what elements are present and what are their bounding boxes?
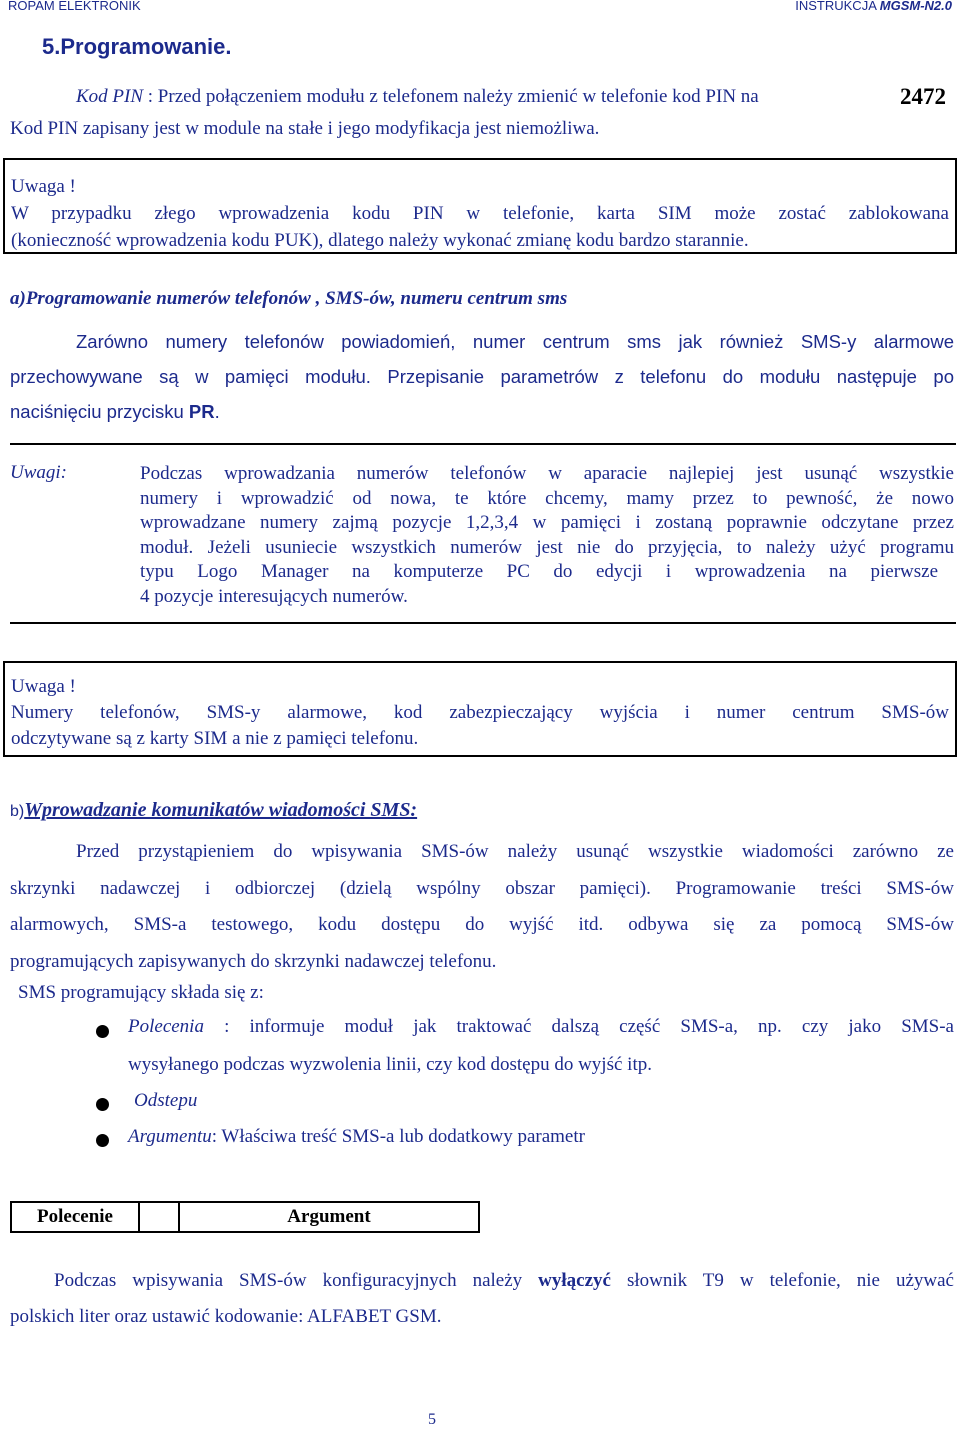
- notes-line-4: moduł. Jeżeli usuniecie wszystkich numerów jest nie do przyjęcia, to należy użyć programu: [140, 536, 954, 558]
- section-b-line3: alarmowych, SMS-a testowego, kodu dostępu do wyjść itd. odbywa się za pomocą SMS-ów: [10, 914, 954, 935]
- notes-body: [140, 462, 954, 609]
- bullet-text-1: : informuje moduł jak traktować dalszą część SMS-a, np. czy jako SMS-a: [203, 1016, 954, 1037]
- section-a-line2: przechowywane są w pamięci modułu. Przepisanie parametrów z telefonu do modułu następuje po: [10, 366, 954, 387]
- warning-2-line2: odczytywane są z karty SIM a nie z pamięci telefonu.: [11, 728, 419, 749]
- warning-2-line1: Numery telefonów, SMS-y alarmowe, kod zabezpieczający wyjścia i numer centrum SMS-ów: [11, 702, 949, 723]
- table-cell-polecenie: Polecenie: [11, 1202, 139, 1232]
- warning-1-line1: W przypadku złego wprowadzenia kodu PIN w telefonie, karta SIM może zostać zablokowana: [11, 203, 949, 224]
- notes-line-3: wprowadzane numery zajmą pozycje 1,2,3,4 w pamięci i zostaną poprawnie odczytane przez: [140, 512, 954, 533]
- bullet-dot-1: [96, 1025, 109, 1038]
- section-b-line1: Przed przystąpieniem do wpisywania SMS-ów należy usunąć wszystkie wiadomości zarówno ze: [76, 841, 954, 862]
- section-b-title: Wprowadzanie komunikatów wiadomości SMS:: [24, 799, 418, 821]
- section-a-line3-suffix: .: [214, 401, 220, 422]
- section-a-heading: [10, 288, 567, 310]
- header-model: MGSM-N2.0: [879, 0, 952, 13]
- notes-bottom-rule: [10, 622, 956, 624]
- bullet-dot-3: [96, 1134, 109, 1147]
- notes-line-1: Podczas wprowadzania numerów telefonów w aparacie najlepiej jest usunąć wszystkie: [140, 463, 954, 484]
- table-cell-separator: [139, 1202, 179, 1232]
- page-number: 5: [428, 1411, 436, 1428]
- warning-1-title: Uwaga !: [11, 176, 76, 197]
- section-b-prefix: b): [10, 803, 25, 820]
- section-a-body: [10, 324, 954, 429]
- notes-line-2: numery i wprowadzić od nowa, te które chcemy, mamy przez to pewność, że nowo: [140, 487, 954, 509]
- warning-box-2: [3, 661, 957, 757]
- section-b-line2: skrzynki nadawczej i odbiorczej (dzielą wspólny obszar pamięci). Programowanie treści SMS-ów: [10, 877, 954, 899]
- warning-1-line2: (konieczność wprowadzenia kodu PUK), dlatego należy wykonać zmianę kodu bardzo starannie.: [11, 230, 749, 251]
- bullet-term-1: Polecenia: [128, 1016, 204, 1037]
- pin-text: : Przed połączeniem modułu z telefonem należy zmienić w telefonie kod PIN na: [143, 86, 759, 107]
- final-line2: polskich liter oraz ustawić kodowanie: ALFABET GSM.: [10, 1306, 442, 1327]
- header-right: [795, 0, 952, 13]
- pr-button-label: PR: [188, 401, 215, 422]
- warning-box-1: [3, 158, 957, 254]
- bullet-1-continuation: wysyłanego podczas wyzwolenia linii, czy kod dostępu do wyjść itp.: [128, 1054, 652, 1075]
- bullet-item-odstepu: [134, 1090, 197, 1112]
- section-a-title: Programowanie numerów telefonów , SMS-ów, numeru centrum sms: [25, 288, 568, 309]
- notes-line-6: 4 pozycje interesujących numerów.: [140, 585, 408, 607]
- sms-composition: SMS programujący składa się z:: [18, 982, 264, 1003]
- bullet-dot-2: [96, 1098, 109, 1111]
- pin-line: [76, 86, 759, 108]
- section-a-prefix: a): [10, 288, 26, 309]
- table-cell-argument: Argument: [179, 1202, 479, 1232]
- header-right-prefix: INSTRUKCJA: [795, 0, 880, 13]
- final-line1-prefix: Podczas wpisywania SMS-ów konfiguracyjnych należy: [54, 1270, 539, 1291]
- section-b-heading: [10, 799, 417, 822]
- section-b-body: [10, 834, 954, 980]
- notes-line-5: typu Logo Manager na komputerze PC do edycji i wprowadzenia na pierwsze: [140, 561, 938, 582]
- bullet-term-2: Odstepu: [134, 1090, 198, 1111]
- warning-2-title: Uwaga !: [11, 676, 76, 697]
- section-title: 5.Programowanie.: [42, 34, 232, 59]
- bullet-term-3: Argumentu: [128, 1126, 212, 1147]
- notes-top-rule: [10, 443, 956, 445]
- pin-code: 2472: [900, 84, 946, 109]
- final-line1-bold: wyłączyć: [538, 1270, 611, 1291]
- bullet-text-3: : Właściwa treść SMS-a lub dodatkowy parametr: [211, 1126, 585, 1147]
- pin-line2: Kod PIN zapisany jest w module na stałe i jego modyfikacja jest niemożliwa.: [10, 118, 600, 139]
- header-left: ROPAM ELEKTRONIK: [8, 0, 141, 13]
- section-a-line3-prefix: naciśnięciu przycisku: [10, 401, 189, 422]
- final-line1-suffix: słownik T9 w telefonie, nie używać: [610, 1270, 954, 1291]
- bullet-item-polecenia: [128, 1016, 954, 1038]
- section-b-line4: programujących zapisywanych do skrzynki nadawczej telefonu.: [10, 950, 497, 972]
- section-a-line3: [10, 394, 954, 429]
- section-a-line1: Zarówno numery telefonów powiadomień, numer centrum sms jak również SMS-y alarmowe: [76, 331, 954, 352]
- bullet-item-argumentu: [128, 1126, 585, 1148]
- final-line1: [54, 1270, 954, 1292]
- pin-label: Kod PIN: [76, 86, 144, 107]
- notes-label: Uwagi:: [10, 462, 67, 483]
- command-structure-table: [10, 1201, 480, 1233]
